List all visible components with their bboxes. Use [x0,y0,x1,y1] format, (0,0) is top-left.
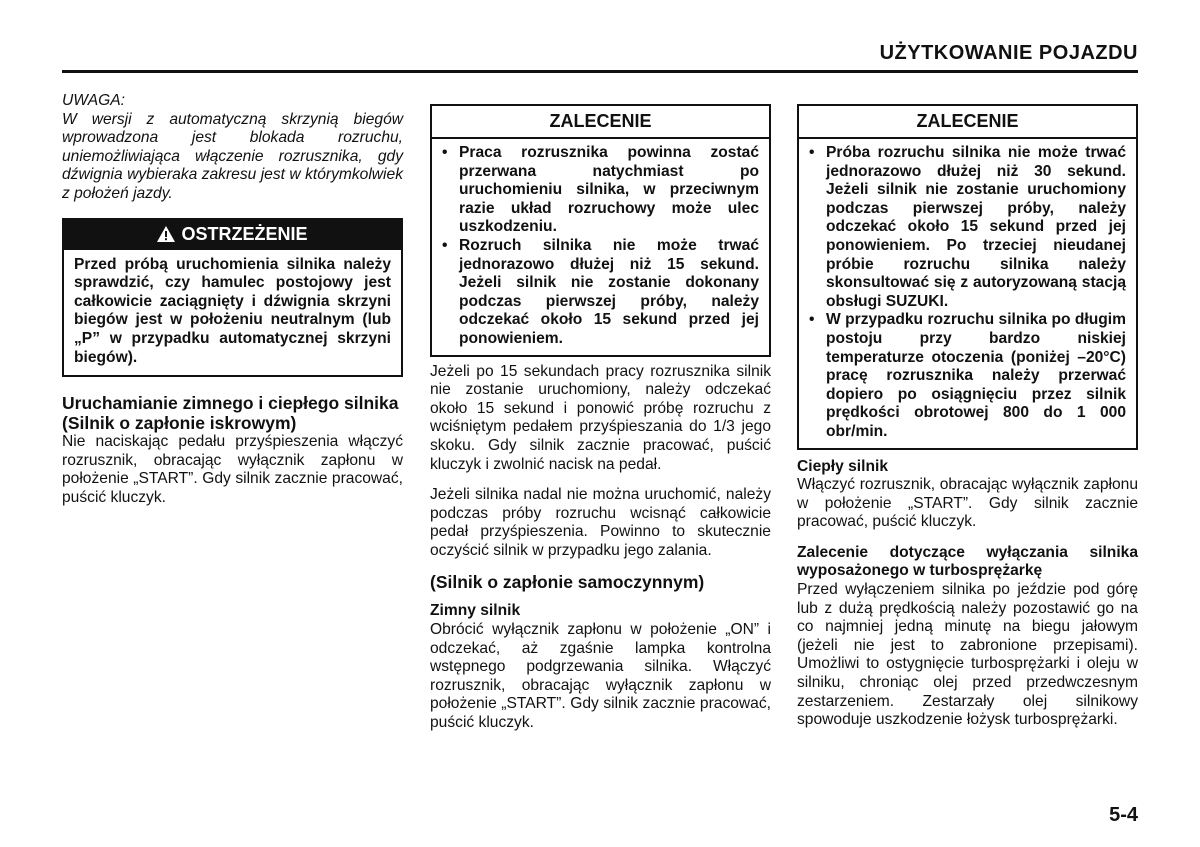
page-header-title: UŻYTKOWANIE POJAZDU [879,42,1138,64]
warning-triangle-icon [157,226,175,242]
header-rule [62,70,1138,73]
note-text: W wersji z automatyczną skrzynią biegów wprowadzona jest blokada rozruchu, uniemożliwiająca włączenie rozrusznika, gdy dźwignia wybieraka zakresu jest w którymkolwiek z położeń jazdy. [62,110,403,202]
warning-text: Przed próbą uruchomienia silnika należy sprawdzić, czy hamulec postojowy jest całkowicie zaciągnięty i dźwignia skrzyni biegów jest w położeniu neutralnym (lub „P” w przypadku automatycznej skrzyni biegów). [74,255,391,366]
column-middle [430,104,771,733]
warm-engine-heading: Ciepły silnik [797,457,888,475]
recommendation-title: ZALECENIE [432,106,769,139]
recommendation-box [797,104,1138,450]
warning-header [64,220,401,250]
bullet-icon: • [809,144,815,161]
page-number: 5-4 [1109,804,1138,826]
paragraph: Jeżeli silnika nadal nie można uruchomić, należy podczas próby rozruchu wcisnąć całkowicie pedał przyśpieszenia. Powinno to skutecznie oczyścić silnik w przypadku jego zalania. [430,486,771,559]
bullet-icon: • [442,144,448,161]
recommendation-item: • W przypadku rozruchu silnika po długim postoju przy bardzo niskiej temperaturze otoczenia (poniżej –20°C) pracę rozrusznika należy przerwać dopiero po osiągnięciu przez silnik prędkości obrotowej 800 do 1 000 obr/min. [809,311,1126,440]
recommendation-title: ZALECENIE [799,106,1136,139]
warning-title: OSTRZEŻENIE [181,223,308,244]
bullet-icon: • [442,236,448,254]
recommendation-item: • Próba rozruchu silnika nie może trwać jednorazowo dłużej niż 30 sekund. Jeżeli silnik nie zostanie uruchomiony podczas pierwszej próby, należy odczekać około 15 sekund przed jej ponowieniem. Po trzeciej nieudanej próbie rozruchu silnika należy skonsultować się z autoryzowaną stacją obsługi SUZUKI. [809,144,1126,310]
section-text: Nie naciskając pedału przyśpieszenia włączyć rozrusznik, obracając wyłącznik zapłonu w położenie „START”. Gdy silnik zacznie pracować, puścić kluczyk. [62,433,403,506]
turbo-text: Przed wyłączeniem silnika po jeździe pod górę lub z dużą prędkością należy pozostawić go na co najmniej jedną minutę na biegu jałowym (jeżeli nie jest to zabronione przepisami). Umożliwi to ostygnięcie turbosprężarki i oleju w silniku, chroniąc olej przed przedwczesnym zestarzeniem. Zestarzały olej silnikowy spowoduje uszkodzenie łożysk turbosprężarki. [797,581,1138,729]
bullet-icon: • [809,311,815,329]
note-label: UWAGA: [62,92,125,109]
section-heading: Uruchamianie zimnego i ciepłego silnika [62,393,399,414]
cold-engine-heading: Zimny silnik [430,602,521,620]
recommendation-box [430,104,771,357]
cold-engine-text: Obrócić wyłącznik zapłonu w położenie „ON” i odczekać, aż zgaśnie lampka kontrolna wstępnego podgrzewania silnika. Włączyć rozrusznik, obracając wyłącznik zapłonu w położenie „START”. Gdy silnik zacznie pracować, puścić kluczyk. [430,621,771,732]
column-right [797,104,1138,730]
column-left [62,92,403,508]
warm-engine-text: Włączyć rozrusznik, obracając wyłącznik zapłonu w położenie „START”. Gdy silnik zacznie pracować, puścić kluczyk. [797,476,1138,531]
recommendation-item: • Praca rozrusznika powinna zostać przerwana natychmiast po uruchomieniu silnika, w przeciwnym razie układ rozruchowy może ulec uszkodzeniu. [442,144,759,236]
turbo-heading: Zalecenie dotyczące wyłączania silnika wyposażonego w turbosprężarkę [797,543,1138,580]
warning-box [62,218,403,378]
recommendation-item: • Rozruch silnika nie może trwać jednorazowo dłużej niż 15 sekund. Jeżeli silnik nie zostanie dokonany podczas pierwszej próby, należy odczekać około 15 sekund przed jej ponowieniem. [442,236,759,347]
section-subheading: (Silnik o zapłonie iskrowym) [62,413,297,434]
paragraph: Jeżeli po 15 sekundach pracy rozrusznika silnik nie zostanie uruchomiony, należy odczekać około 15 sekund i ponowić próbę rozruchu z wciśniętym pedałem przyśpieszania do 1/3 jego skoku. Gdy silnik zacznie pracować, puścić kluczyk i zwolnić nacisk na pedał. [430,362,771,473]
diesel-heading: (Silnik o zapłonie samoczynnym) [430,572,705,593]
